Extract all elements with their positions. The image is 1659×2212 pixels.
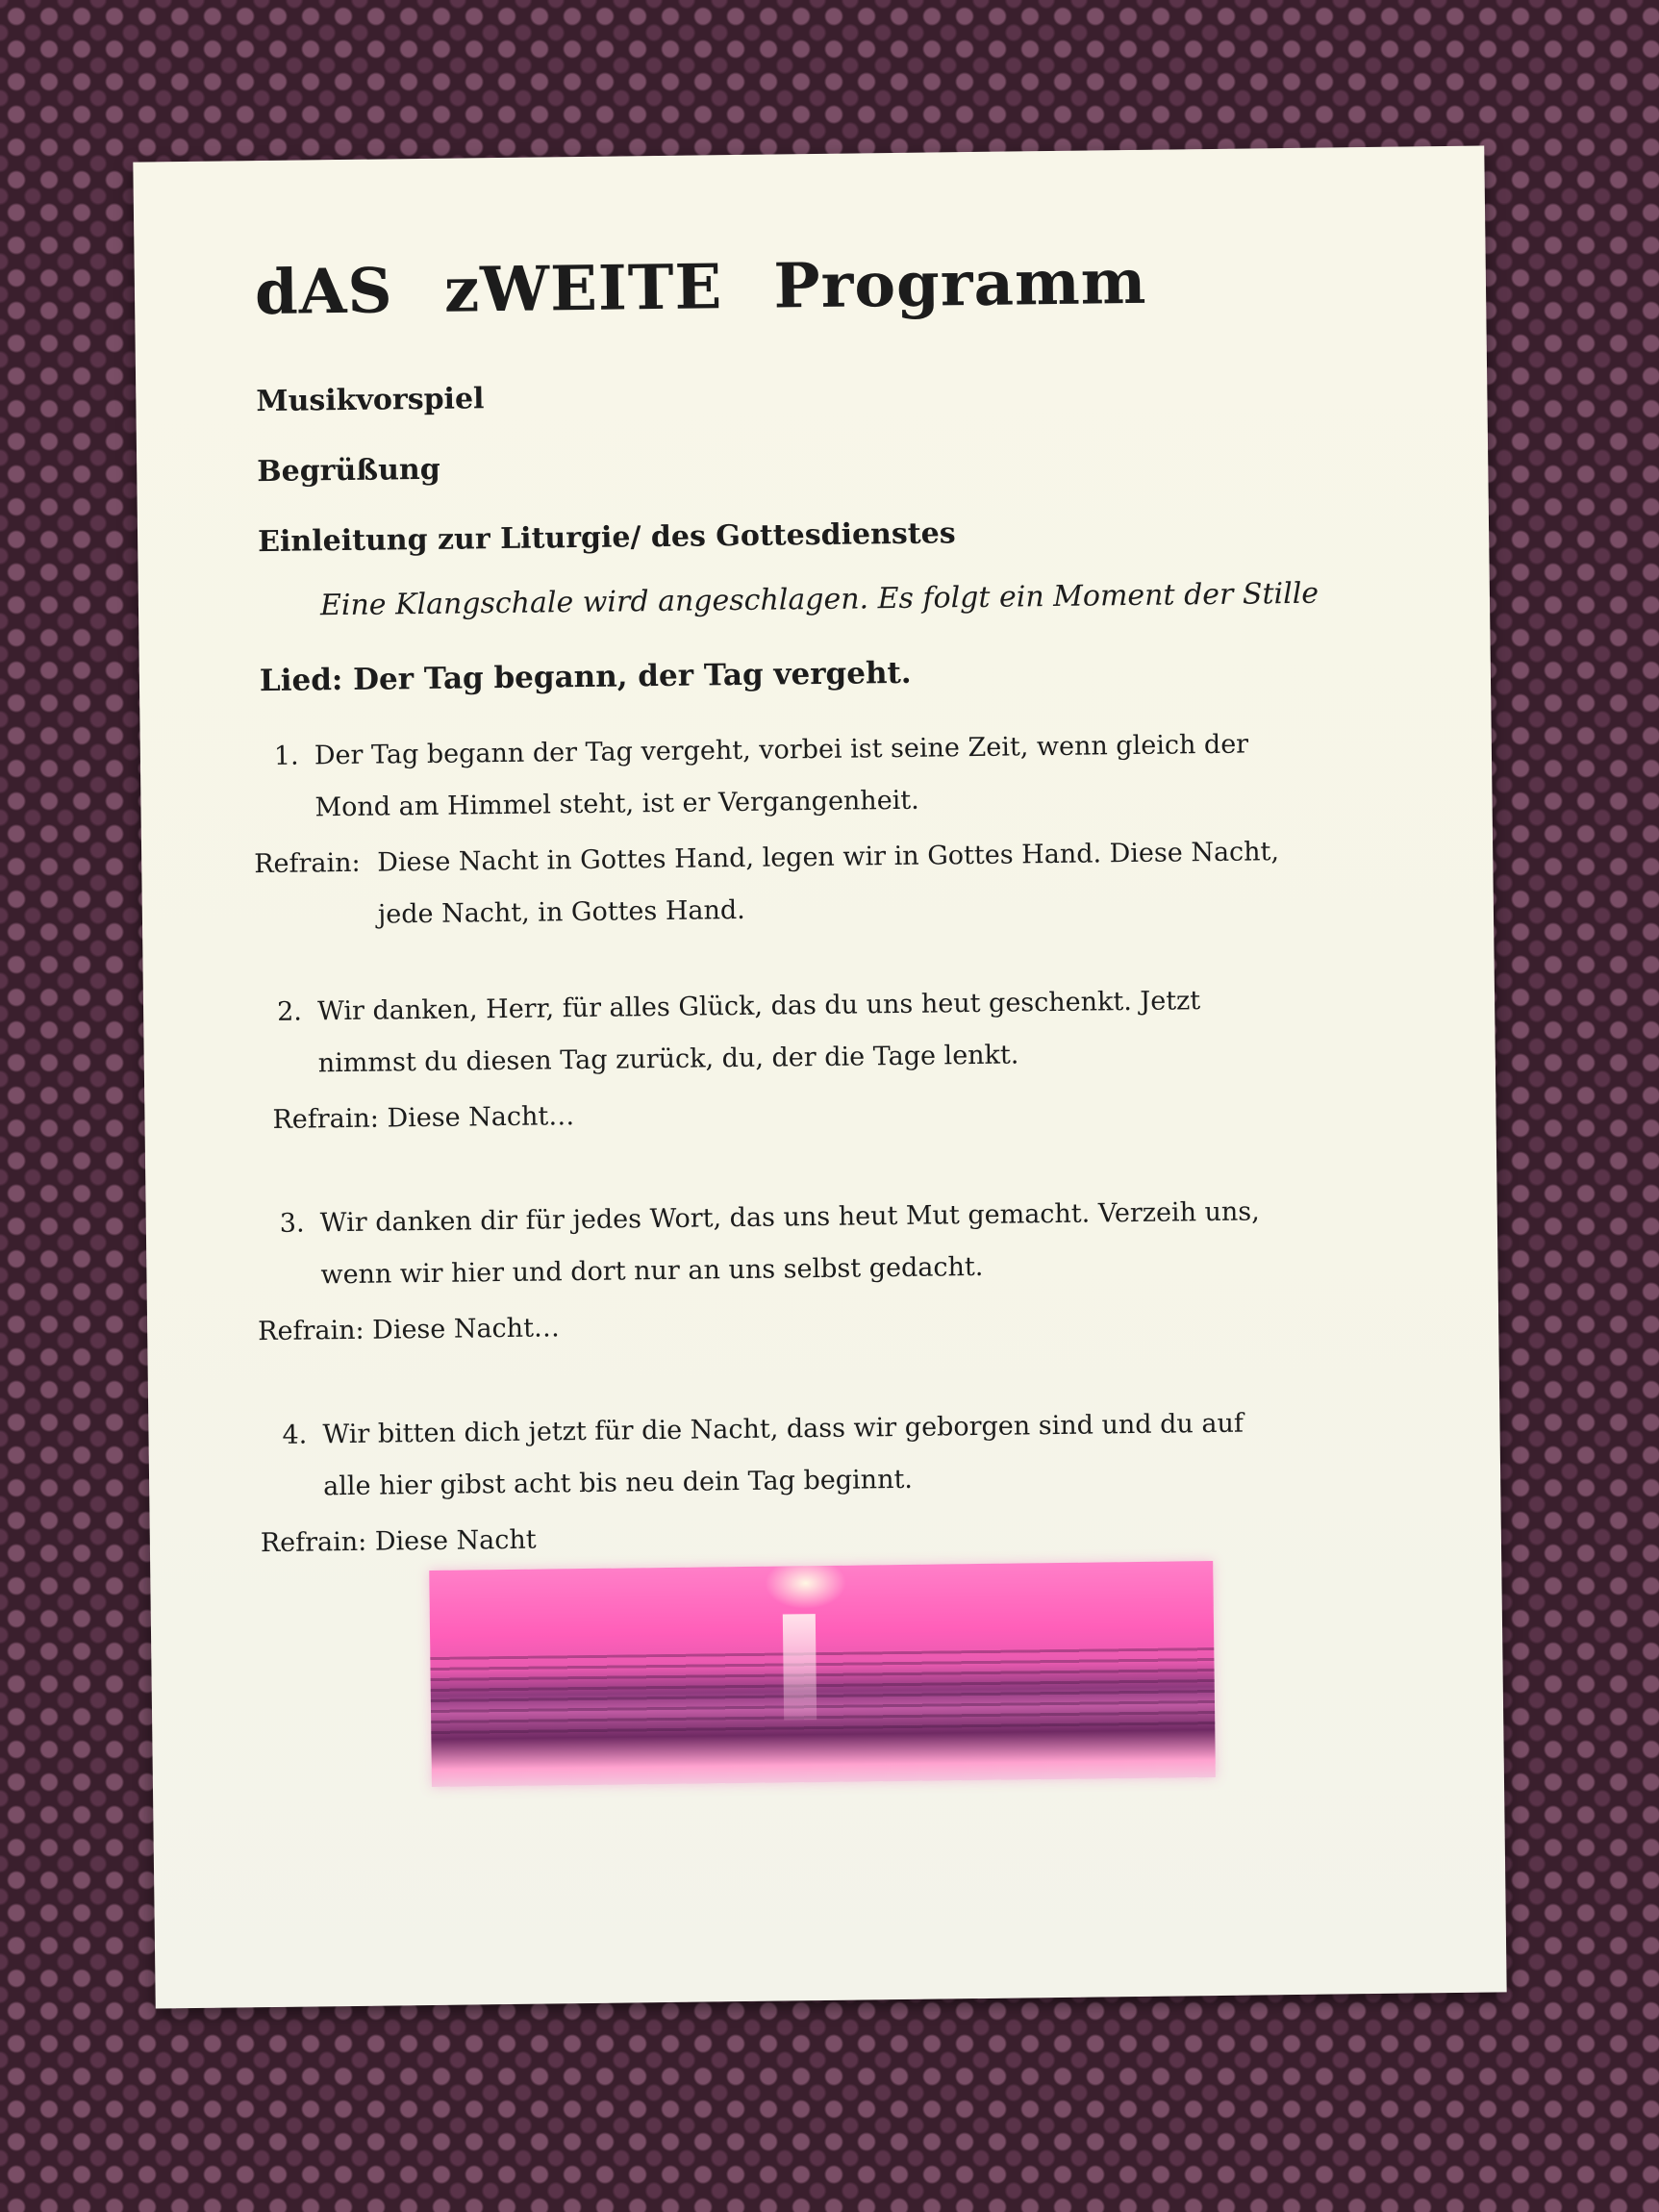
verse-line: Der Tag begann der Tag vergeht, vorbei ist seine Zeit, wenn gleich der (314, 729, 1249, 771)
page-title (255, 243, 1333, 329)
verse-line: Wir danken, Herr, für alles Glück, das du uns heut geschenkt. Jetzt (316, 986, 1201, 1027)
verse-line: wenn wir hier und dort nur an uns selbst gedacht. (320, 1251, 984, 1291)
verse-3 (265, 1185, 1344, 1302)
refrain-line: Diese Nacht in Gottes Hand, legen wir in Gottes Hand. Diese Nacht, (377, 837, 1280, 878)
sunset-image (429, 1561, 1216, 1787)
heading-einleitung: Einleitung zur Liturgie/ des Gottesdienstes (257, 516, 956, 560)
verse-number: 1. (273, 741, 299, 771)
verse-2 (264, 973, 1342, 1091)
program-content (255, 243, 1348, 1621)
refrain-4: Refrain: Diese Nacht (260, 1524, 537, 1559)
song-title: Lied: Der Tag begann, der Tag vergeht. (259, 655, 912, 699)
verse-number: 2. (276, 996, 303, 1027)
verse-number: 4. (282, 1420, 308, 1450)
verse-line: Mond am Himmel steht, ist er Vergangenheit. (314, 785, 919, 823)
title-word-2: zWEITE (443, 251, 723, 327)
verse-line: Wir bitten dich jetzt für die Nacht, dass wir geborgen sind und du auf (322, 1408, 1244, 1450)
verse-line: nimmst du diesen Tag zurück, du, der die Tage lenkt. (317, 1040, 1019, 1079)
heading-musikvorspiel: Musikvorspiel (256, 382, 485, 419)
heading-begruessung: Begrüßung (257, 452, 440, 490)
title-word-1: dAS (254, 255, 394, 330)
refrain-1 (254, 825, 1340, 943)
paper-sheet (133, 145, 1506, 2008)
refrain-line: jede Nacht, in Gottes Hand. (377, 894, 745, 930)
verse-1 (261, 717, 1339, 835)
refrain-3: Refrain: Diese Nacht… (258, 1313, 561, 1347)
verse-number: 3. (279, 1208, 305, 1239)
verse-line: alle hier gibst acht bis neu dein Tag beginnt. (322, 1464, 914, 1502)
verse-4 (268, 1396, 1346, 1514)
instruction-text: Eine Klangschale wird angeschlagen. Es folgt ein Moment der Stille (319, 576, 1320, 623)
title-word-3: Programm (773, 245, 1147, 323)
sun-reflection (783, 1614, 817, 1720)
refrain-label: Refrain: (254, 847, 361, 880)
sunset-waves (430, 1647, 1215, 1739)
verse-line: Wir danken dir für jedes Wort, das uns heut Mut gemacht. Verzeih uns, (319, 1196, 1260, 1239)
refrain-2: Refrain: Diese Nacht… (272, 1101, 575, 1135)
